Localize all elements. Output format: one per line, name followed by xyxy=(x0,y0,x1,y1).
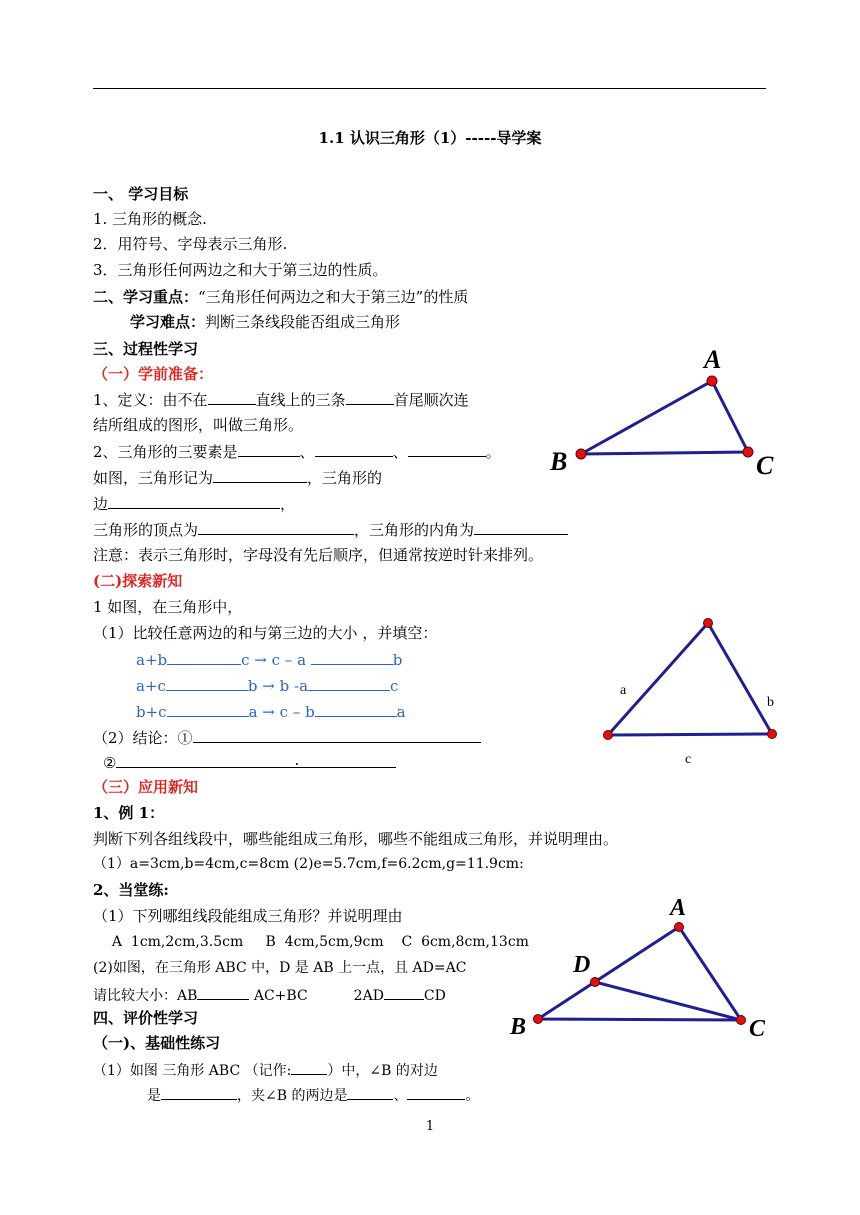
basic-q1-text-a: （1）如图 三角形 ABC （记作: xyxy=(93,1063,292,1079)
blank-opposite-side[interactable] xyxy=(161,1084,237,1100)
section-1-heading: 一、 学习目标 xyxy=(93,185,189,203)
blank-conclusion-2[interactable] xyxy=(116,752,396,768)
vertex-a-point xyxy=(707,376,717,386)
practice-question-1: （1）下列哪组线段能组成三角形？并说明理由 xyxy=(93,907,403,925)
vertex-b-point xyxy=(576,449,586,459)
basic-question-1 xyxy=(93,1059,438,1081)
basic-q1-line2-b: ，夹∠B 的两边是 xyxy=(237,1088,348,1104)
definition-line-2: 结所组成的图形，叫做三角形。 xyxy=(93,416,304,434)
basic-q1-line2-d: 。 xyxy=(465,1088,480,1104)
subsection-basic: （一)、基础性练习 xyxy=(93,1034,221,1052)
blank-ineq-2a[interactable] xyxy=(166,675,248,691)
difficulty-label: 学习难点： xyxy=(130,313,206,331)
example-label: 1、例 1： xyxy=(93,804,165,822)
section-2-line xyxy=(93,287,468,307)
objective-2: 2．用符号、字母表示三角形. xyxy=(93,235,288,253)
side-label-a: a xyxy=(620,683,627,698)
vertex-line xyxy=(93,519,568,540)
label-d: D xyxy=(573,952,591,978)
definition-line-1 xyxy=(93,389,469,410)
explore-intro: 1 如图，在三角形中， xyxy=(93,598,243,616)
definition-text-b: 直线上的三条 xyxy=(255,391,346,409)
triangle-figure-3 xyxy=(505,890,775,1050)
practice-options: A 1cm,2cm,3.5cm B 4cm,5cm,9cm C 6cm,8cm,13cm xyxy=(103,934,529,950)
section-2-heading: 二、学习重点： xyxy=(93,288,199,306)
ineq-1-lhs: a+b xyxy=(136,651,168,669)
blank-ineq-1a[interactable] xyxy=(167,649,241,665)
elements-text: 2、三角形的三要素是 xyxy=(93,443,238,461)
blank-edges[interactable] xyxy=(108,493,280,509)
elements-line xyxy=(93,441,501,462)
blank-definition-2[interactable] xyxy=(346,389,394,405)
practice-question-2: (2)如图，在三角形 ABC 中，D 是 AB 上一点，且 AD=AC xyxy=(93,960,467,976)
conclusion-line-2 xyxy=(103,752,396,773)
blank-compare-2[interactable] xyxy=(384,984,424,1000)
blank-notation-abc[interactable] xyxy=(291,1059,327,1075)
difficulty-line xyxy=(130,312,400,332)
blank-ineq-3b[interactable] xyxy=(315,701,397,717)
inequality-row-1 xyxy=(136,649,402,670)
subsection-apply: （三）应用新知 xyxy=(93,778,199,796)
basic-q1-text-b: ）中，∠B 的对边 xyxy=(327,1063,438,1079)
blank-side-2[interactable] xyxy=(407,1084,465,1100)
notation-text-a: 如图，三角形记为 xyxy=(93,469,214,487)
ineq-2-rhs: c xyxy=(390,677,399,695)
vertex-b-point xyxy=(534,1015,543,1024)
side-label-b: b xyxy=(767,695,774,710)
label-a: A xyxy=(670,895,687,921)
basic-q1-line2-c: 、 xyxy=(393,1088,408,1104)
header-rule xyxy=(93,88,766,89)
subsection-explore: (二)探索新知 xyxy=(93,572,183,590)
page-number: 1 xyxy=(425,1119,435,1134)
blank-compare-1[interactable] xyxy=(197,984,249,1000)
blank-ineq-3a[interactable] xyxy=(167,701,249,717)
label-c: C xyxy=(749,1016,766,1042)
note-line: 注意：表示三角形时，字母没有先后顺序，但通常按逆时针来排列。 xyxy=(93,546,544,564)
vertex-a-point xyxy=(675,923,684,932)
key-point: “三角形任何两边之和大于第三边”的性质 xyxy=(198,288,469,306)
separator-1: 、 xyxy=(299,443,315,461)
subsection-preparation: （一）学前准备： xyxy=(93,365,214,383)
side-label-c: c xyxy=(685,752,692,767)
angles-text: ，三角形的内角为 xyxy=(354,521,475,539)
difficulty-text: 判断三条线段能否组成三角形 xyxy=(205,313,401,331)
triangle-figure-1 xyxy=(540,340,790,490)
example-text: 判断下列各组线段中，哪些能组成三角形，哪些不能组成三角形，并说明理由。 xyxy=(93,830,619,848)
compare-instruction: （1）比较任意两边的和与第三边的大小 ，并填空： xyxy=(93,624,438,642)
objective-3: 3．三角形任何两边之和大于第三边的性质。 xyxy=(93,261,388,279)
blank-conclusion-1[interactable] xyxy=(193,727,481,743)
definition-text-a: 1、定义：由不在 xyxy=(93,391,208,409)
blank-vertices[interactable] xyxy=(198,519,354,535)
blank-definition-1[interactable] xyxy=(208,389,256,405)
triangle-abc-2 xyxy=(608,623,772,735)
point-d xyxy=(591,978,600,987)
compare-text-b: AC+BC xyxy=(253,988,308,1004)
definition-text-c: 首尾顺次连 xyxy=(393,391,469,409)
edges-line xyxy=(93,493,295,514)
compare-text-c: 2AD xyxy=(353,988,384,1004)
label-b: B xyxy=(510,1014,527,1040)
section-4-heading: 四、评价性学习 xyxy=(93,1009,199,1027)
label-c: C xyxy=(756,451,774,480)
triangle-abc-3 xyxy=(538,927,741,1020)
top-point xyxy=(704,619,713,628)
separator-2: 、 xyxy=(392,443,408,461)
vertex-c-point xyxy=(737,1016,746,1025)
blank-ineq-1b[interactable] xyxy=(311,649,393,665)
blank-angles[interactable] xyxy=(474,519,568,535)
blank-element-1[interactable] xyxy=(238,441,300,457)
right-point xyxy=(768,730,777,739)
blank-element-2[interactable] xyxy=(315,441,393,457)
inequality-row-3 xyxy=(136,701,406,722)
notation-text-b: ，三角形的 xyxy=(307,469,383,487)
edges-end: ， xyxy=(280,495,296,513)
blank-side-1[interactable] xyxy=(347,1084,393,1100)
conclusion-2-dot: . xyxy=(294,751,300,769)
inequality-row-2 xyxy=(136,675,398,696)
blank-notation[interactable] xyxy=(213,467,307,483)
triangle-figure-2 xyxy=(590,610,790,775)
practice-label: 2、当堂练: xyxy=(93,881,169,899)
blank-ineq-2b[interactable] xyxy=(308,675,390,691)
vertex-c-point xyxy=(743,447,753,457)
section-3-heading: 三、过程性学习 xyxy=(93,340,199,358)
ineq-2-lhs: a+c xyxy=(136,677,166,695)
compare-text-d: CD xyxy=(423,988,446,1004)
ineq-3-lhs: b+c xyxy=(136,703,167,721)
conclusion-2-label: ② xyxy=(103,754,117,772)
ineq-1-rhs: b xyxy=(392,651,403,669)
triangle-abc-1 xyxy=(581,381,748,454)
notation-line xyxy=(93,467,382,488)
conclusion-line-1 xyxy=(93,727,481,748)
ineq-1-mid: c → c – a xyxy=(241,651,307,669)
edges-text: 边 xyxy=(93,495,109,513)
example-items: （1）a=3cm,b=4cm,c=8cm (2)e=5.7cm,f=6.2cm,g=11.9cm: xyxy=(93,856,524,872)
objective-1: 1. 三角形的概念. xyxy=(93,210,207,228)
page-title: 1.1 认识三角形（1）-----导学案 xyxy=(318,129,542,147)
ineq-3-mid: a → c – b xyxy=(248,703,315,721)
basic-question-1-line-2 xyxy=(147,1084,479,1106)
conclusion-label: （2）结论：① xyxy=(93,729,193,747)
vertex-text: 三角形的顶点为 xyxy=(93,521,199,539)
compare-line xyxy=(93,984,446,1006)
label-b: B xyxy=(550,447,568,476)
elements-end: 。 xyxy=(485,443,501,461)
left-point xyxy=(604,731,613,740)
ineq-3-rhs: a xyxy=(396,703,406,721)
label-a: A xyxy=(704,345,722,374)
blank-element-3[interactable] xyxy=(408,441,486,457)
basic-q1-line2-a: 是 xyxy=(147,1088,161,1104)
compare-text-a: 请比较大小：AB xyxy=(93,988,198,1004)
ineq-2-mid: b → b -a xyxy=(247,677,309,695)
